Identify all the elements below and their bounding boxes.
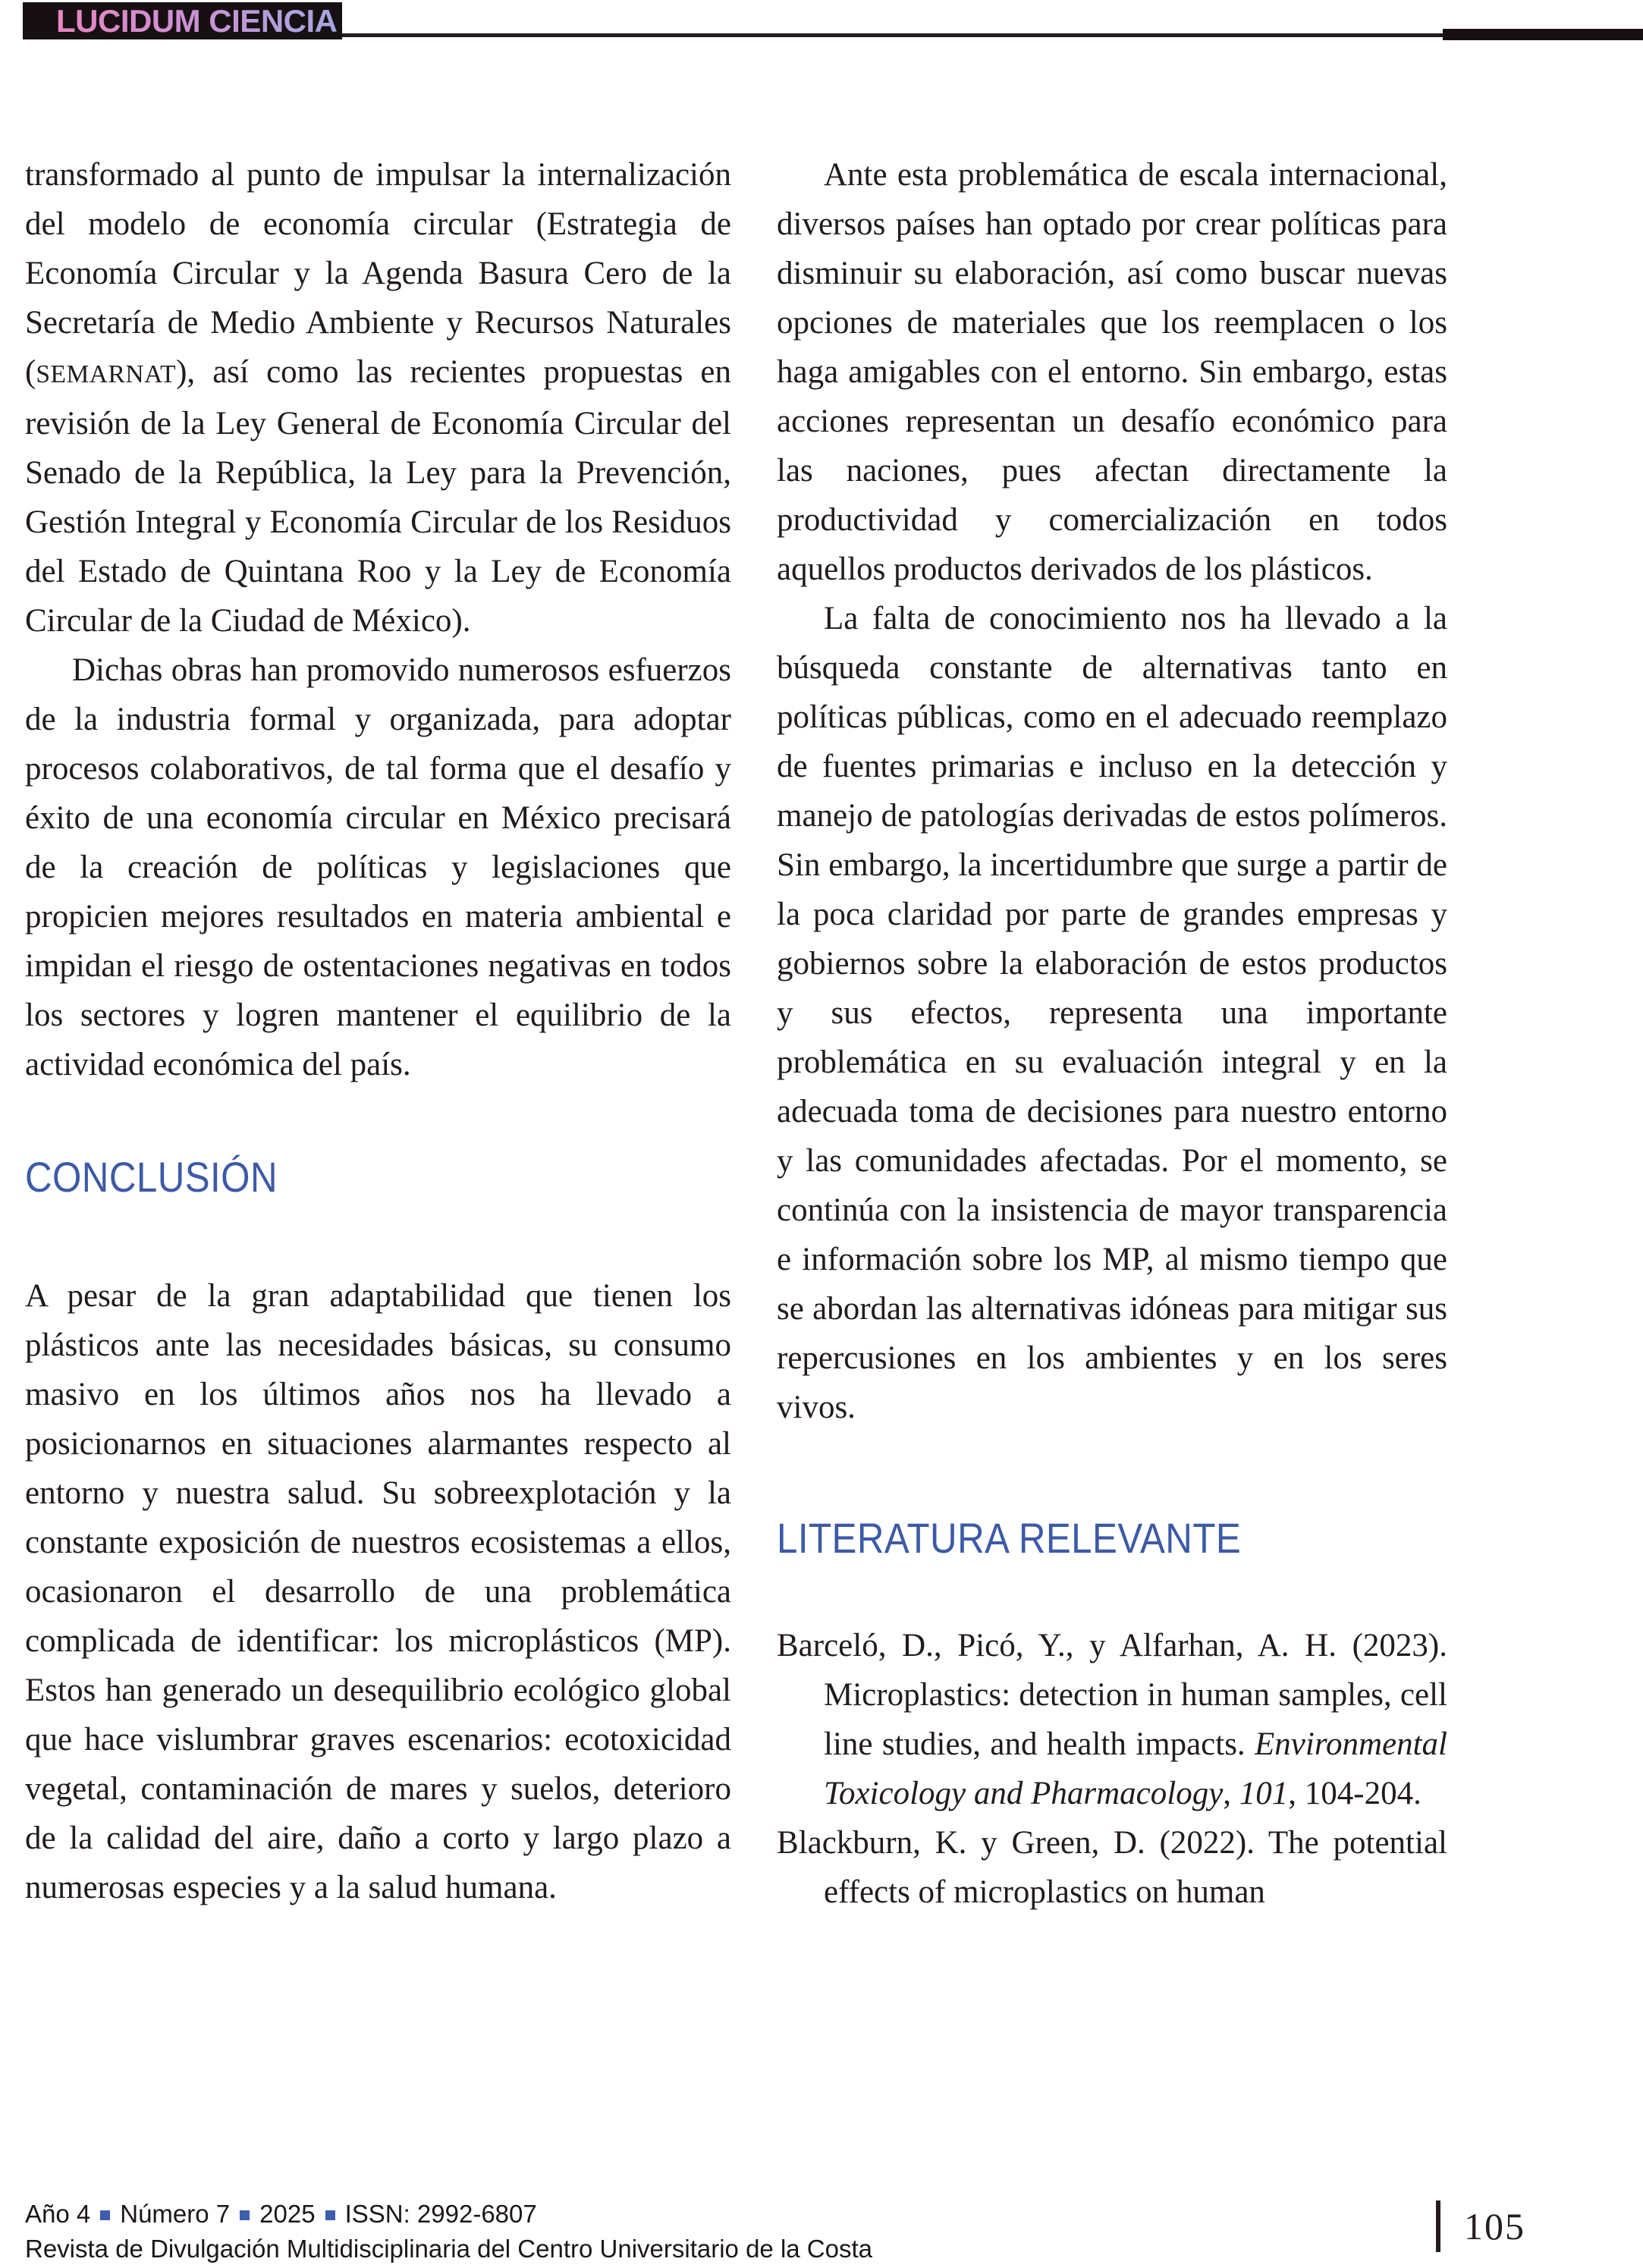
issn-label: ISSN: 2992-6807 (344, 2200, 537, 2228)
separator-square-icon (240, 2210, 250, 2220)
issue-year: Año 4 (25, 2200, 91, 2228)
brand-box (23, 2, 342, 39)
conclusion-heading: CONCLUSIÓN (25, 1153, 278, 1201)
paragraph: La falta de conocimiento nos ha llevado a la búsqueda constante de alternativas tanto en políticas públicas, como en el adecuado reemplazo de fuentes primarias e incluso en la detección y manejo de patologías derivadas de estos polímeros. Sin embargo, la incertidumbre que surge a partir de la poca claridad por parte de grandes empresas y gobiernos sobre la elaboración de estos productos y sus efectos, representa una importante problemática en su evaluación integral y en la adecuada toma de decisiones para nuestro entorno y las comunidades afectadas. Por el momento, se continúa con la insistencia de mayor transparencia e información sobre los MP, al mismo tiempo que se abordan las alternativas idóneas para mitigar sus repercusiones en los ambientes y en los seres vivos. (777, 601, 1447, 1425)
separator-square-icon (100, 2210, 110, 2220)
paragraph: Ante esta problemática de escala internacional, diversos países han optado por crear políticas para disminuir su elaboración, así como buscar nuevas opciones de materiales que los reemplacen o los haga amigables con el entorno. Sin embargo, estas acciones representan un desafío económico para las naciones, pues afectan directamente la productividad y comercialización en todos aquellos productos derivados de los plásticos. (777, 157, 1447, 587)
text-run: Barceló, D., Picó, Y., y Alfarhan, A. H. (2023). Microplastics: detection in human samples, cell line studies, and health impacts. (777, 1628, 1447, 1762)
paragraph: A pesar de la gran adaptabilidad que tienen los plásticos ante las necesidades básicas, su consumo masivo en los últimos años nos ha llevado a posicionarnos en situaciones alarmantes respecto al entorno y nuestra salud. Su sobreexplotación y la constante exposición de nuestros ecosistemas a ellos, ocasionaron el desarrollo de una problemática complicada de identificar: los microplásticos (MP). Estos han generado un desequilibrio ecológico global que hace vislumbrar graves escenarios: ecotoxicidad vegetal, contaminación de mares y suelos, deterioro de la calidad del aire, daño a corto y largo plazo a numerosas especies y a la salud humana. (25, 1278, 731, 1905)
right-column (777, 150, 1447, 1917)
page-number: 105 (1464, 2205, 1525, 2248)
left-column (25, 150, 731, 1912)
header-rule (342, 33, 1443, 37)
header-end-bar (1443, 29, 1643, 40)
issue-meta-line (25, 2197, 872, 2231)
separator-square-icon (325, 2210, 335, 2220)
journal-brand: LUCIDUM CIENCIA (56, 2, 338, 39)
reference-entry (777, 1818, 1447, 1917)
literature-heading: LITERATURA RELEVANTE (777, 1514, 1242, 1562)
issue-date: 2025 (259, 2200, 316, 2228)
journal-subtitle: Revista de Divulgación Multidisciplinaria del Centro Universitario de la Costa (25, 2235, 873, 2263)
paragraph: Dichas obras han promovido numerosos esfuerzos de la industria formal y organizada, para adoptar procesos colaborativos, de tal forma que el desafío y éxito de una economía circular en México precisará de la creación de políticas y legislaciones que propicien mejores resultados en materia ambiental e impidan el riesgo de ostentaciones negativas en todos los sectores y logren mantener el equilibrio de la actividad económica del país. (25, 652, 731, 1082)
text-run: transformado al punto de impulsar la internalización del modelo de economía circular (Estrategia de Economía Circular y la Agenda Basura Cero de la Secretaría de Medio Ambiente y Recursos Naturales ( (25, 157, 731, 390)
page-number-bar (1436, 2200, 1440, 2252)
reference-entry (777, 1621, 1447, 1818)
text-run: Blackburn, K. y Green, D. (2022). The potential effects of microplastics on human (777, 1825, 1447, 1910)
reference-italic-text: Environmental Toxicology and Pharmacology (824, 1726, 1447, 1811)
text-run: ), así como las recientes propuestas en revisión de la Ley General de Economía Circular del Senado de la República, la Ley para la Prevención, Gestión Integral y Economía Circular de los Residuos del Estado de Quintana Roo y la Ley de Economía Circular de la Ciudad de México). (25, 354, 731, 639)
smallcaps-acronym: SEMARNAT (36, 360, 177, 388)
issue-number: Número 7 (120, 2200, 231, 2228)
page-number-group (1436, 2200, 1525, 2252)
text-run: , (1223, 1776, 1239, 1811)
footer-meta (25, 2197, 872, 2266)
text-run: , 104-204. (1288, 1776, 1422, 1811)
reference-italic-text: 101 (1239, 1776, 1289, 1811)
paragraph-continued (25, 150, 731, 646)
